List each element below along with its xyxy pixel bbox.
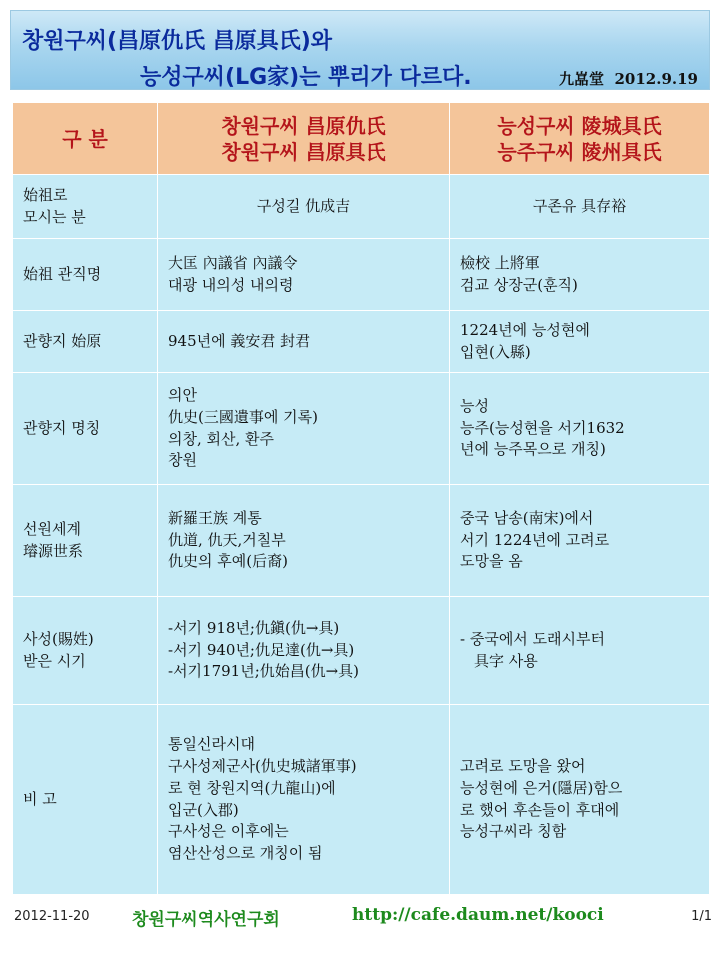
row-col2: 중국 남송(南宋)에서 서기 1224년에 고려로 도망을 옴 [450, 485, 710, 597]
row-col2: 구존유 具存裕 [450, 175, 710, 239]
footer [0, 905, 720, 931]
table-row [13, 311, 710, 373]
row-col2: 檢校 上將軍 검교 상장군(훈직) [450, 239, 710, 311]
row-col2: 고려로 도망을 왔어 능성현에 은거(隱居)함으 로 했어 후손들이 후대에 능성구씨라 칭함 [450, 705, 710, 895]
row-col2: 1224년에 능성현에 입현(入縣) [450, 311, 710, 373]
row-col1: 大匡 內議省 內議令 대광 내의성 내의령 [158, 239, 450, 311]
title-banner [10, 10, 710, 90]
row-label: 관향지 始原 [13, 311, 158, 373]
row-col1: 의안 仇史(三國遺事에 기록) 의창, 회산, 환주 창원 [158, 373, 450, 485]
row-col1: -서기 918년;仇鎭(仇→具) -서기 940년;仇足達(仇→具) -서기1791년;仇始昌(仇→具) [158, 597, 450, 705]
title-line-1: 창원구씨(昌原仇氏 昌原具氏)와 [22, 29, 333, 54]
author-date [559, 68, 698, 89]
row-col1: 통일신라시대 구사성제군사(仇史城諸軍事) 로 현 창원지역(九龍山)에 입군(入郡) 구사성은 이후에는 염산산성으로 개칭이 됨 [158, 705, 450, 895]
banner-date: 2012.9.19 [614, 70, 698, 88]
footer-club-name: 창원구씨역사연구회 [132, 910, 280, 930]
row-label: 始祖 관직명 [13, 239, 158, 311]
table-header-row [13, 103, 710, 175]
row-col1: 구성길 仇成吉 [158, 175, 450, 239]
row-col1: 945년에 義安君 封君 [158, 311, 450, 373]
header-col2: 능성구씨 陵城具氏 능주구씨 陵州具氏 [450, 103, 710, 175]
author: 九嵓堂 [559, 70, 605, 88]
row-col1: 新羅王族 계통 仇道, 仇天,거칠부 仇史의 후예(后裔) [158, 485, 450, 597]
row-label: 관향지 명칭 [13, 373, 158, 485]
row-label: 비 고 [13, 705, 158, 895]
footer-url-link[interactable]: http://cafe.daum.net/kooci [352, 905, 604, 925]
header-label: 구 분 [13, 103, 158, 175]
table-row [13, 373, 710, 485]
header-col1: 창원구씨 昌原仇氏 창원구씨 昌原具氏 [158, 103, 450, 175]
row-label: 始祖로 모시는 분 [13, 175, 158, 239]
comparison-table [12, 102, 710, 895]
row-label: 사성(賜姓) 받은 시기 [13, 597, 158, 705]
page-number: 1/1 [691, 909, 712, 924]
table-row [13, 485, 710, 597]
row-col2: 능성 능주(능성현을 서기1632 년에 능주목으로 개칭) [450, 373, 710, 485]
title-line-2: 능성구씨(LG家)는 뿌리가 다르다. [140, 65, 472, 90]
table-row [13, 597, 710, 705]
table-row [13, 239, 710, 311]
table-row [13, 705, 710, 895]
row-label: 선원세계 璿源世系 [13, 485, 158, 597]
table-row [13, 175, 710, 239]
footer-date: 2012-11-20 [14, 909, 90, 924]
row-col2: - 중국에서 도래시부터 具字 사용 [450, 597, 710, 705]
